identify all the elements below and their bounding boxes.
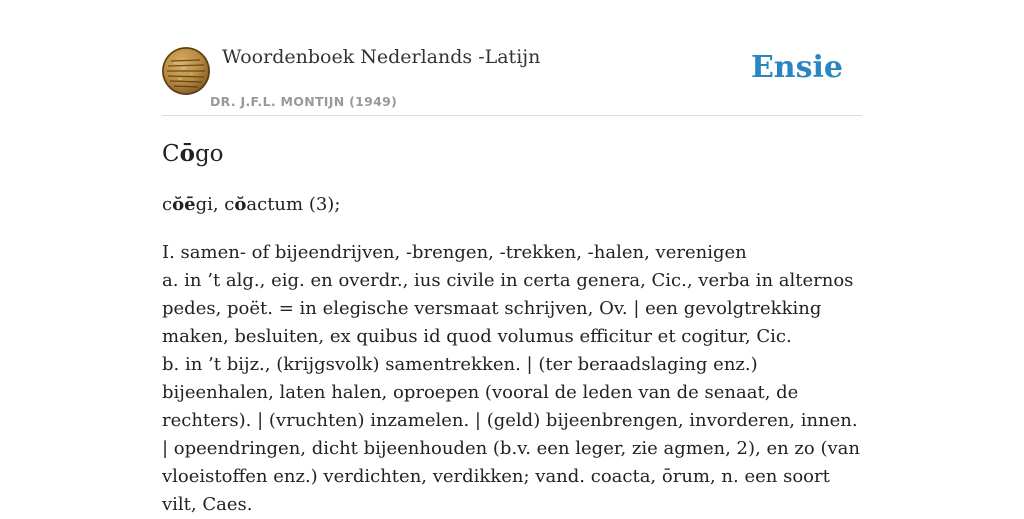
principal-parts bbox=[162, 194, 340, 215]
headword-part: C bbox=[162, 141, 180, 167]
entry-card bbox=[162, 0, 862, 515]
definition-sense-a: a. in ’t alg., eig. en overdr., ius civile in certa genera, Cic., verba in alternos pedes, poët. = in elegische versmaat schrijven, Ov. | een gevolgtrekking maken, besluiten, ex quibus id quod volumus efficitur et cogitur, Cic. bbox=[162, 270, 854, 347]
definition-sense-general: I. samen- of bijeendrijven, -brengen, -trekken, -halen, verenigen bbox=[162, 242, 747, 263]
form-text: c bbox=[162, 194, 173, 215]
entry-headword bbox=[162, 140, 224, 167]
book-title[interactable]: Woordenboek Nederlands -Latijn bbox=[222, 46, 541, 68]
entry-header bbox=[162, 0, 862, 116]
ensie-brand-link[interactable]: Ensie bbox=[750, 50, 843, 85]
definition-body bbox=[162, 239, 864, 519]
form-bold-vowels: ŏ bbox=[234, 194, 247, 215]
form-text: actum (3); bbox=[246, 194, 341, 215]
engraved-coin-logo-icon[interactable] bbox=[162, 47, 210, 95]
form-text: gi, c bbox=[195, 194, 235, 215]
definition-sense-b: b. in ’t bijz., (krijgsvolk) samentrekken. | (ter beraadslaging enz.) bijeenhalen, laten halen, oproepen (vooral de leden van de senaat, de rechters). | (vruchten) inzamelen. | (geld) bijeenbrengen, invorderen, innen. | opeendringen, dicht bijeenhouden (b.v. een leger, zie agmen, 2), en zo (van vloeistoffen enz.) verdichten, verdikken; vand. coacta, ōrum, n. een soort vilt, Caes. bbox=[162, 354, 860, 515]
book-author: DR. J.F.L. MONTIJN (1949) bbox=[210, 94, 398, 109]
headword-part: go bbox=[194, 141, 224, 167]
headword-macron-vowel: ō bbox=[179, 140, 195, 167]
form-bold-vowels: ŏē bbox=[172, 194, 196, 215]
